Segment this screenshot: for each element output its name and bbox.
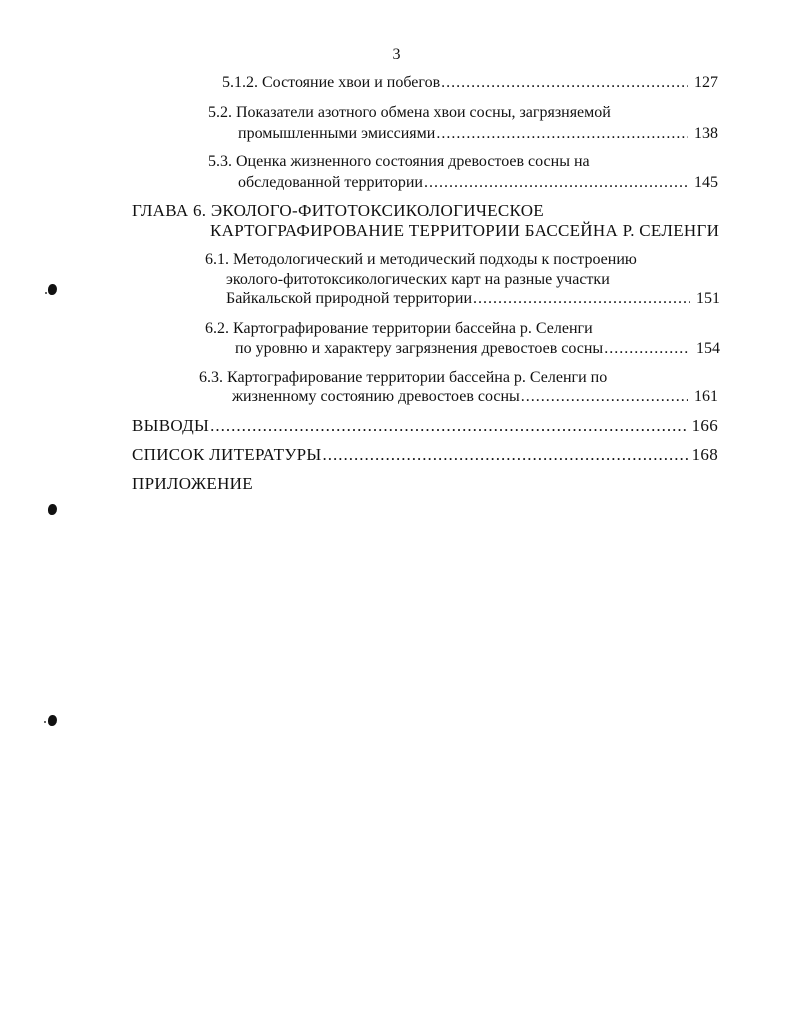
- toc-page-number: 168: [691, 445, 718, 464]
- page-number: 3: [392, 46, 401, 63]
- dot-leader: [521, 387, 688, 407]
- toc-entry-conclusions[interactable]: [132, 416, 718, 436]
- toc-entry-title: СПИСОК ЛИТЕРАТУРЫ: [132, 445, 322, 464]
- toc-entry-title: Байкальской природной территории: [226, 290, 473, 307]
- toc-entry-references[interactable]: [132, 445, 718, 465]
- toc-entry-appendix[interactable]: ПРИЛОЖЕНИЕ: [132, 474, 253, 493]
- dot-leader: [473, 289, 690, 309]
- dot-leader: [441, 73, 688, 93]
- toc-entry-6-2[interactable]: [235, 339, 720, 359]
- dot-leader: [210, 416, 687, 436]
- scan-hole-mark-2: [48, 504, 57, 515]
- scan-hole-mark-3: [48, 715, 57, 726]
- toc-entry-6-3[interactable]: [232, 387, 718, 407]
- toc-entry-6-3-line1[interactable]: 6.3. Картографирование территории бассейна р. Селенги по: [199, 369, 608, 386]
- toc-page-number: 138: [694, 125, 718, 142]
- toc-entry-6-1-line1[interactable]: 6.1. Методологический и методический подходы к построению: [205, 251, 637, 268]
- toc-entry-6-2-line1[interactable]: 6.2. Картографирование территории бассейна р. Селенги: [205, 320, 593, 337]
- toc-entry-title: 5.1.2. Состояние хвои и побегов: [222, 74, 441, 91]
- toc-entry-5-2[interactable]: [238, 124, 718, 144]
- toc-entry-title: ВЫВОДЫ: [132, 416, 210, 435]
- toc-entry-5-3-line1[interactable]: 5.3. Оценка жизненного состояния древостоев сосны на: [208, 153, 590, 170]
- toc-entry-title: обследованной территории: [238, 174, 423, 191]
- dot-leader: [424, 173, 688, 193]
- chapter-6-heading-line2[interactable]: КАРТОГРАФИРОВАНИЕ ТЕРРИТОРИИ БАССЕЙНА Р. СЕЛЕНГИ: [210, 221, 720, 240]
- toc-page-number: 161: [694, 388, 718, 405]
- toc-entry-6-1[interactable]: [226, 289, 720, 309]
- toc-entry-title: жизненному состоянию древостоев сосны: [232, 388, 520, 405]
- toc-entry-5-2-line1[interactable]: 5.2. Показатели азотного обмена хвои сосны, загрязняемой: [208, 104, 611, 121]
- dot-leader: [604, 339, 690, 359]
- toc-page-number: 166: [691, 416, 718, 435]
- toc-entry-6-1-line2[interactable]: эколого-фитотоксикологических карт на разные участки: [226, 271, 610, 288]
- toc-entry-title: промышленными эмиссиями: [238, 125, 436, 142]
- toc-page-number: 154: [696, 340, 720, 357]
- chapter-6-heading-line1[interactable]: ГЛАВА 6. ЭКОЛОГО-ФИТОТОКСИКОЛОГИЧЕСКОЕ: [132, 201, 544, 220]
- scan-speck-1: [45, 292, 47, 294]
- toc-entry-title: по уровню и характеру загрязнения древостоев сосны: [235, 340, 604, 357]
- toc-page-number: 145: [694, 174, 718, 191]
- scan-speck-2: [44, 721, 46, 723]
- toc-entry-5-1-2[interactable]: [222, 73, 718, 93]
- dot-leader: [323, 445, 688, 465]
- toc-page-number: 127: [694, 74, 718, 91]
- dot-leader: [436, 124, 688, 144]
- toc-page-number: 151: [696, 290, 720, 307]
- toc-entry-5-3[interactable]: [238, 173, 718, 193]
- scan-hole-mark-1: [48, 284, 57, 295]
